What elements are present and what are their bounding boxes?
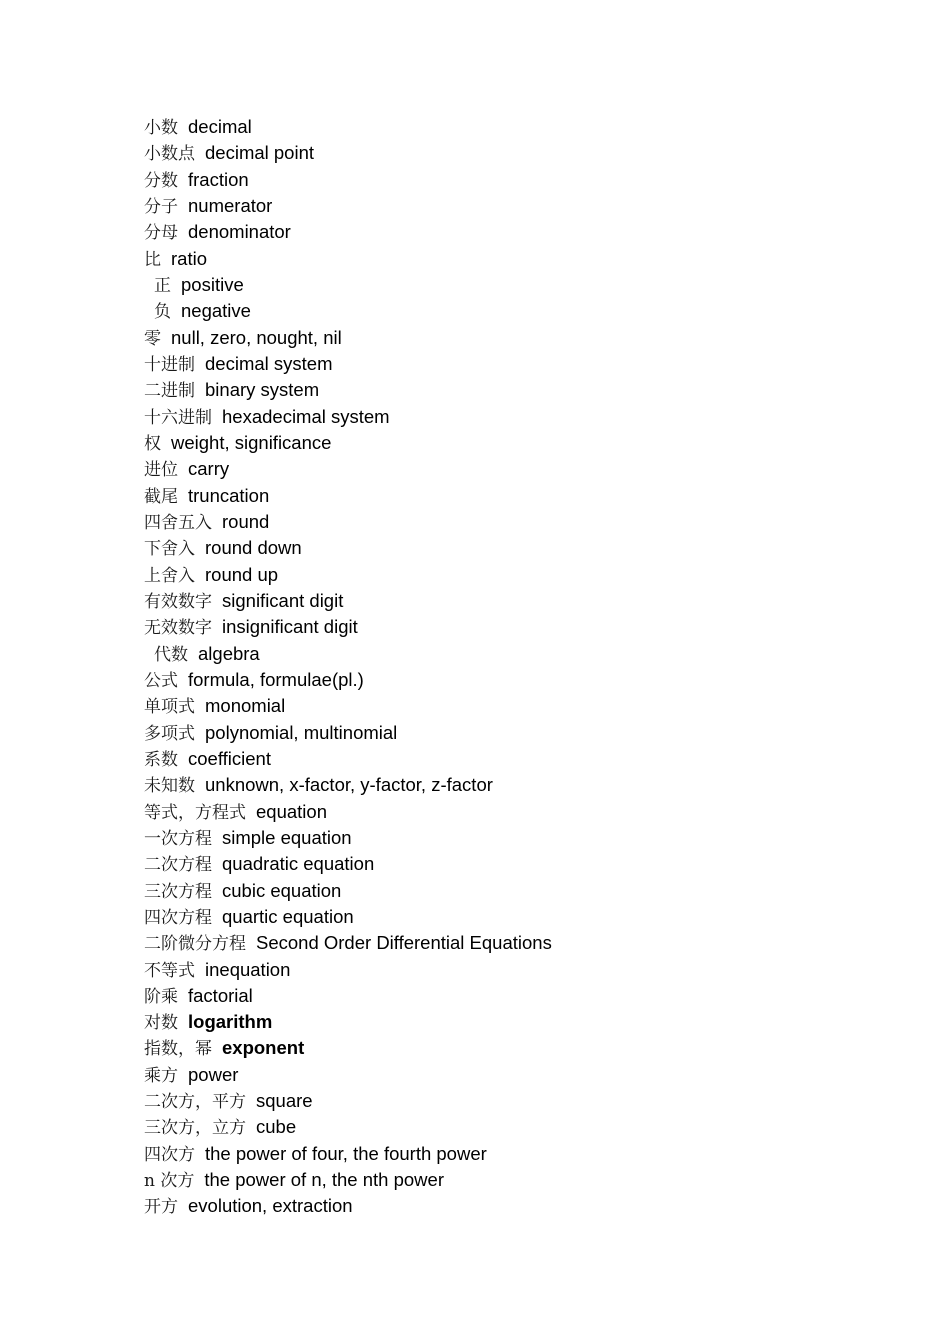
english-term: binary system [205, 379, 320, 401]
chinese-term: 系数 [144, 749, 178, 770]
chinese-term: 二次方程 [144, 855, 212, 876]
english-term: monomial [205, 695, 286, 717]
english-term: round [222, 510, 270, 532]
glossary-entry [144, 298, 552, 324]
chinese-term: 一次方程 [144, 828, 212, 849]
glossary-entry [144, 1009, 552, 1035]
english-term: positive [181, 273, 244, 295]
english-term: cubic equation [222, 879, 342, 901]
chinese-term: 三次方程 [144, 881, 212, 902]
glossary-entry [144, 825, 552, 851]
glossary-entry [144, 246, 552, 272]
glossary-entry [144, 1114, 552, 1140]
glossary-entry [144, 535, 552, 561]
english-term: logarithm [188, 1011, 273, 1033]
glossary-entry [144, 272, 552, 298]
chinese-term: 多项式 [144, 723, 195, 744]
glossary-entry [144, 483, 552, 509]
glossary-entry [144, 693, 552, 719]
chinese-term: 正 [154, 275, 171, 296]
glossary-entry [144, 193, 552, 219]
glossary-entry [144, 404, 552, 430]
chinese-term: 等式，方程式 [144, 802, 246, 823]
english-term: square [256, 1090, 313, 1112]
glossary-entry [144, 351, 552, 377]
chinese-term: 十六进制 [144, 407, 212, 428]
chinese-term: 进位 [144, 460, 178, 481]
glossary-entry [144, 957, 552, 983]
chinese-term: 小数点 [144, 144, 195, 165]
glossary-entry [144, 1035, 552, 1061]
glossary-entry [144, 930, 552, 956]
english-term: round down [205, 537, 302, 559]
chinese-term: 未知数 [144, 776, 195, 797]
chinese-term: 四次方 [144, 1144, 195, 1165]
english-term: simple equation [222, 826, 352, 848]
glossary-entry [144, 878, 552, 904]
english-term: coefficient [188, 747, 271, 769]
chinese-term: 三次方，立方 [144, 1118, 246, 1139]
glossary-entry [144, 509, 552, 535]
chinese-term: 四舍五入 [144, 512, 212, 533]
chinese-term: 分数 [144, 170, 178, 191]
chinese-term: 截尾 [144, 486, 178, 507]
glossary-entry [144, 1141, 552, 1167]
chinese-term: 权 [144, 433, 161, 454]
chinese-term: 公式 [144, 670, 178, 691]
english-term: significant digit [222, 589, 344, 611]
chinese-term: 十进制 [144, 354, 195, 375]
english-term: carry [188, 458, 230, 480]
glossary-entry [144, 799, 552, 825]
english-term: quartic equation [222, 905, 354, 927]
chinese-term: 单项式 [144, 697, 195, 718]
glossary-entry [144, 1167, 552, 1193]
english-term: negative [181, 300, 251, 322]
glossary-entry [144, 983, 552, 1009]
glossary-entry [144, 641, 552, 667]
english-term: hexadecimal system [222, 405, 390, 427]
english-term: quadratic equation [222, 853, 375, 875]
english-term: the power of n, the nth power [204, 1169, 444, 1191]
english-term: power [188, 1063, 239, 1085]
chinese-term: 下舍入 [144, 539, 195, 560]
english-term: formula, formulae(pl.) [188, 668, 364, 690]
glossary-entry [144, 667, 552, 693]
glossary-entry [144, 746, 552, 772]
english-term: round up [205, 563, 279, 585]
chinese-term: 负 [154, 302, 171, 323]
english-term: decimal point [205, 142, 315, 164]
english-term: null, zero, nought, nil [171, 326, 342, 348]
english-term: equation [256, 800, 327, 822]
glossary-entry [144, 430, 552, 456]
english-term: numerator [188, 194, 273, 216]
english-term: weight, significance [171, 431, 332, 453]
english-term: insignificant digit [222, 616, 358, 638]
english-term: unknown, x-factor, y-factor, z-factor [205, 774, 493, 796]
english-term: Second Order Differential Equations [256, 932, 552, 954]
english-term: inequation [205, 958, 291, 980]
english-term: cube [256, 1116, 297, 1138]
english-term: polynomial, multinomial [205, 721, 398, 743]
english-term: exponent [222, 1037, 305, 1059]
glossary-entry [144, 114, 552, 140]
glossary-entry [144, 140, 552, 166]
glossary-entry [144, 1193, 552, 1219]
glossary-entry [144, 219, 552, 245]
english-term: factorial [188, 984, 253, 1006]
english-term: the power of four, the fourth power [205, 1142, 487, 1164]
english-term: truncation [188, 484, 270, 506]
glossary-entry [144, 377, 552, 403]
chinese-term: 指数，幂 [144, 1039, 212, 1060]
glossary-entry [144, 614, 552, 640]
chinese-term: 无效数字 [144, 618, 212, 639]
english-term: ratio [171, 247, 207, 269]
chinese-term: 开方 [144, 1197, 178, 1218]
english-term: algebra [198, 642, 260, 664]
glossary-entry [144, 1088, 552, 1114]
glossary-entry [144, 720, 552, 746]
english-term: denominator [188, 221, 291, 243]
chinese-term: 分子 [144, 196, 178, 217]
math-glossary-list [144, 114, 552, 1220]
chinese-term: 阶乘 [144, 986, 178, 1007]
chinese-term: 四次方程 [144, 907, 212, 928]
chinese-term: 二进制 [144, 381, 195, 402]
english-term: fraction [188, 168, 249, 190]
glossary-entry [144, 456, 552, 482]
glossary-entry [144, 772, 552, 798]
glossary-entry [144, 588, 552, 614]
chinese-term: 比 [144, 249, 161, 270]
glossary-entry [144, 325, 552, 351]
english-term: evolution, extraction [188, 1195, 353, 1217]
chinese-term: 零 [144, 328, 161, 349]
chinese-term: 乘方 [144, 1065, 178, 1086]
chinese-term: 小数 [144, 118, 178, 138]
chinese-term: 代数 [154, 644, 188, 665]
glossary-entry [144, 851, 552, 877]
glossary-entry [144, 562, 552, 588]
chinese-term: 对数 [144, 1013, 178, 1034]
chinese-term: 上舍入 [144, 565, 195, 586]
chinese-term: 分母 [144, 223, 178, 244]
chinese-term: 不等式 [144, 960, 195, 981]
glossary-entry [144, 167, 552, 193]
chinese-term: 二阶微分方程 [144, 934, 246, 955]
chinese-term: n 次方 [144, 1171, 195, 1192]
english-term: decimal system [205, 352, 333, 374]
english-term: decimal [188, 116, 252, 137]
chinese-term: 有效数字 [144, 591, 212, 612]
glossary-entry [144, 904, 552, 930]
chinese-term: 二次方，平方 [144, 1092, 246, 1113]
glossary-entry [144, 1062, 552, 1088]
